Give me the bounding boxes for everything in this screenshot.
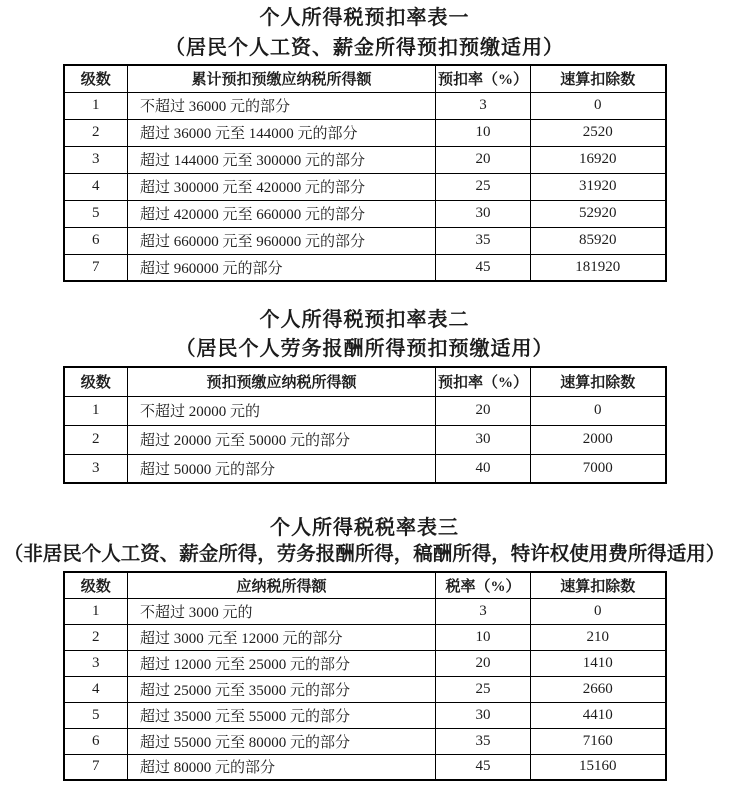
rate-cell: 10: [436, 119, 531, 146]
level-cell: 5: [64, 702, 128, 728]
table-row: [64, 119, 666, 146]
table-row: [64, 396, 666, 425]
col-header-level: 级数: [64, 572, 128, 598]
quick-deduction-cell: 15160: [531, 754, 666, 780]
level-cell: 3: [64, 650, 128, 676]
level-cell: 3: [64, 454, 128, 483]
col-header-tax-rate: 税率（%）: [436, 572, 531, 598]
rate-cell: 30: [436, 702, 531, 728]
table-three-title: 个人所得税税率表三: [270, 517, 459, 539]
table-row: [64, 173, 666, 200]
table-one-subtitle: （居民个人工资、薪金所得预扣预缴适用）: [165, 37, 564, 59]
income-bracket-cell: 不超过 36000 元的部分: [128, 92, 436, 119]
rate-cell: 10: [436, 624, 531, 650]
tax-table-one: [63, 64, 667, 282]
quick-deduction-cell: 4410: [531, 702, 666, 728]
level-cell: 4: [64, 676, 128, 702]
tax-table-one-section: [0, 0, 729, 282]
quick-deduction-cell: 2520: [531, 119, 666, 146]
table-one-header-row: [64, 65, 666, 92]
col-header-quick-deduction: 速算扣除数: [531, 572, 666, 598]
col-header-level: 级数: [64, 367, 128, 396]
level-cell: 7: [64, 254, 128, 281]
table-row: [64, 425, 666, 454]
table-three-body: [64, 598, 666, 780]
income-bracket-cell: 超过 3000 元至 12000 元的部分: [128, 624, 436, 650]
rate-cell: 45: [436, 754, 531, 780]
quick-deduction-cell: 7000: [531, 454, 666, 483]
rate-cell: 25: [436, 173, 531, 200]
rate-cell: 35: [436, 728, 531, 754]
table-two-body: [64, 396, 666, 483]
income-bracket-cell: 不超过 20000 元的: [128, 396, 436, 425]
rate-cell: 35: [436, 227, 531, 254]
rate-cell: 40: [436, 454, 531, 483]
table-row: [64, 146, 666, 173]
income-bracket-cell: 超过 50000 元的部分: [128, 454, 436, 483]
table-row: [64, 454, 666, 483]
table-three-header-row: [64, 572, 666, 598]
level-cell: 2: [64, 119, 128, 146]
income-bracket-cell: 超过 420000 元至 660000 元的部分: [128, 200, 436, 227]
level-cell: 6: [64, 728, 128, 754]
rate-cell: 20: [436, 146, 531, 173]
level-cell: 3: [64, 146, 128, 173]
level-cell: 1: [64, 598, 128, 624]
col-header-withholding-rate: 预扣率（%）: [436, 65, 531, 92]
quick-deduction-cell: 210: [531, 624, 666, 650]
rate-cell: 30: [436, 200, 531, 227]
table-row: [64, 676, 666, 702]
table-row: [64, 754, 666, 780]
income-bracket-cell: 超过 25000 元至 35000 元的部分: [128, 676, 436, 702]
table-row: [64, 92, 666, 119]
col-header-taxable-income: 预扣预缴应纳税所得额: [128, 367, 436, 396]
rate-cell: 3: [436, 598, 531, 624]
income-bracket-cell: 超过 12000 元至 25000 元的部分: [128, 650, 436, 676]
quick-deduction-cell: 16920: [531, 146, 666, 173]
col-header-quick-deduction: 速算扣除数: [531, 367, 666, 396]
income-bracket-cell: 超过 20000 元至 50000 元的部分: [128, 425, 436, 454]
quick-deduction-cell: 1410: [531, 650, 666, 676]
level-cell: 7: [64, 754, 128, 780]
rate-cell: 25: [436, 676, 531, 702]
quick-deduction-cell: 85920: [531, 227, 666, 254]
table-one-body: [64, 92, 666, 281]
table-row: [64, 650, 666, 676]
table-one-title: 个人所得税预扣率表一: [259, 7, 470, 29]
level-cell: 1: [64, 92, 128, 119]
level-cell: 5: [64, 200, 128, 227]
income-bracket-cell: 超过 35000 元至 55000 元的部分: [128, 702, 436, 728]
table-three-subtitle: （非居民个人工资、薪金所得，劳务报酬所得，稿酬所得，特许权使用费所得适用）: [3, 544, 726, 565]
quick-deduction-cell: 31920: [531, 173, 666, 200]
table-row: [64, 200, 666, 227]
tax-table-three: [63, 571, 667, 781]
income-bracket-cell: 不超过 3000 元的: [128, 598, 436, 624]
rate-cell: 20: [436, 650, 531, 676]
rate-cell: 45: [436, 254, 531, 281]
income-bracket-cell: 超过 80000 元的部分: [128, 754, 436, 780]
level-cell: 4: [64, 173, 128, 200]
quick-deduction-cell: 181920: [531, 254, 666, 281]
level-cell: 2: [64, 624, 128, 650]
income-bracket-cell: 超过 960000 元的部分: [128, 254, 436, 281]
level-cell: 2: [64, 425, 128, 454]
table-row: [64, 227, 666, 254]
table-row: [64, 624, 666, 650]
col-header-quick-deduction: 速算扣除数: [531, 65, 666, 92]
level-cell: 1: [64, 396, 128, 425]
rate-cell: 3: [436, 92, 531, 119]
quick-deduction-cell: 7160: [531, 728, 666, 754]
col-header-level: 级数: [64, 65, 128, 92]
income-bracket-cell: 超过 144000 元至 300000 元的部分: [128, 146, 436, 173]
level-cell: 6: [64, 227, 128, 254]
income-bracket-cell: 超过 55000 元至 80000 元的部分: [128, 728, 436, 754]
table-row: [64, 702, 666, 728]
tax-table-three-section: [0, 516, 729, 781]
quick-deduction-cell: 0: [531, 396, 666, 425]
quick-deduction-cell: 2660: [531, 676, 666, 702]
table-two-title: 个人所得税预扣率表二: [259, 309, 470, 331]
quick-deduction-cell: 52920: [531, 200, 666, 227]
income-bracket-cell: 超过 300000 元至 420000 元的部分: [128, 173, 436, 200]
rate-cell: 20: [436, 396, 531, 425]
col-header-taxable-income: 应纳税所得额: [128, 572, 436, 598]
table-row: [64, 728, 666, 754]
income-bracket-cell: 超过 36000 元至 144000 元的部分: [128, 119, 436, 146]
rate-cell: 30: [436, 425, 531, 454]
table-two-subtitle: （居民个人劳务报酬所得预扣预缴适用）: [175, 338, 554, 360]
table-row: [64, 254, 666, 281]
quick-deduction-cell: 2000: [531, 425, 666, 454]
quick-deduction-cell: 0: [531, 92, 666, 119]
col-header-withholding-rate: 预扣率（%）: [436, 367, 531, 396]
quick-deduction-cell: 0: [531, 598, 666, 624]
col-header-taxable-income: 累计预扣预缴应纳税所得额: [128, 65, 436, 92]
tax-table-two-section: [0, 308, 729, 484]
table-row: [64, 598, 666, 624]
table-two-header-row: [64, 367, 666, 396]
tax-table-two: [63, 366, 667, 484]
income-bracket-cell: 超过 660000 元至 960000 元的部分: [128, 227, 436, 254]
